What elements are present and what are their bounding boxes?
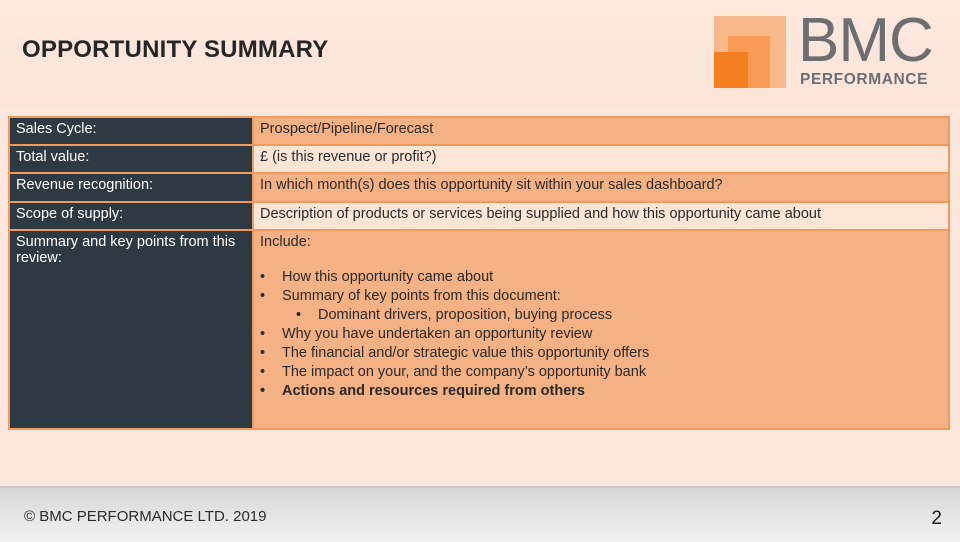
page-title: OPPORTUNITY SUMMARY xyxy=(22,36,329,63)
table-row xyxy=(9,173,949,202)
row-label: Sales Cycle: xyxy=(9,117,253,145)
row-label: Summary and key points from this review: xyxy=(9,230,253,429)
list-item: • The impact on your, and the company’s opportunity bank xyxy=(282,363,942,382)
summary-intro: Include: xyxy=(260,234,311,250)
summary-bullet-list xyxy=(260,268,942,401)
footer xyxy=(0,486,960,542)
copyright-text: © BMC PERFORMANCE LTD. 2019 xyxy=(24,508,267,525)
row-value: Prospect/Pipeline/Forecast xyxy=(253,117,949,145)
row-label: Scope of supply: xyxy=(9,202,253,230)
table-row xyxy=(9,145,949,173)
row-label: Total value: xyxy=(9,145,253,173)
opportunity-summary-table xyxy=(8,116,950,430)
row-value: Description of products or services being supplied and how this opportunity came about xyxy=(253,202,949,230)
row-value: In which month(s) does this opportunity sit within your sales dashboard? xyxy=(253,173,949,202)
summary-sub-list xyxy=(282,306,942,325)
page-number: 2 xyxy=(931,508,942,529)
list-item: • Actions and resources required from others xyxy=(282,382,942,401)
list-item: • Dominant drivers, proposition, buying process xyxy=(318,306,942,325)
row-value: £ (is this revenue or profit?) xyxy=(253,145,949,173)
table-row xyxy=(9,202,949,230)
company-logo xyxy=(714,6,950,90)
list-item-text: Summary of key points from this document: xyxy=(282,288,561,304)
list-item: • How this opportunity came about xyxy=(282,268,942,287)
logo-subtitle: PERFORMANCE xyxy=(800,71,929,88)
table-row-summary xyxy=(9,230,949,429)
list-item: • Why you have undertaken an opportunity review xyxy=(282,325,942,344)
list-item xyxy=(282,287,942,325)
table-row xyxy=(9,117,949,145)
summary-content xyxy=(253,230,949,429)
row-label: Revenue recognition: xyxy=(9,173,253,202)
logo-wordmark: BMC xyxy=(798,6,933,75)
logo-square-dark xyxy=(714,52,748,88)
list-item: • The financial and/or strategic value this opportunity offers xyxy=(282,344,942,363)
